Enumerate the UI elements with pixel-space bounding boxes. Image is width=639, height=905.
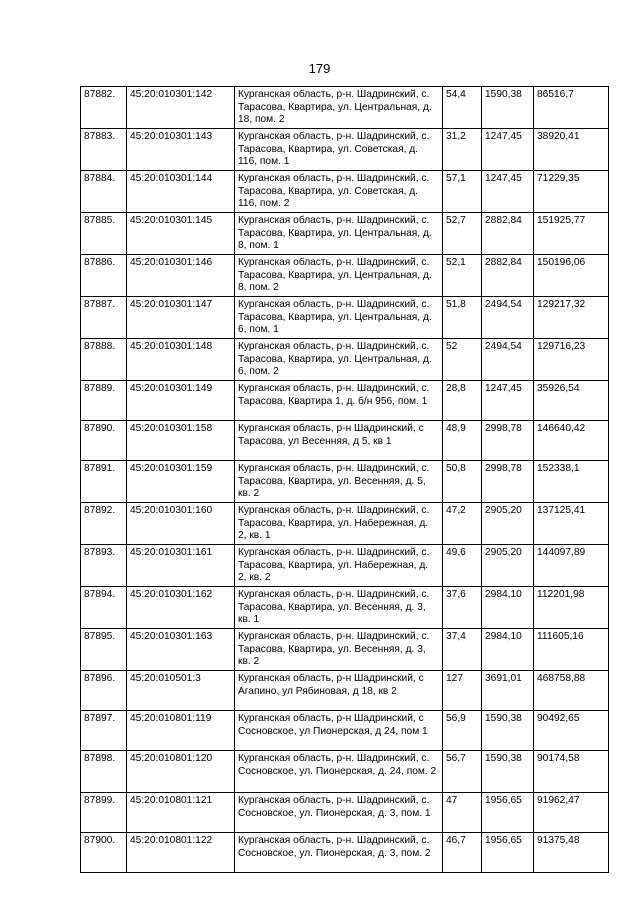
area: 31,2 [443,129,482,171]
row-number: 87891. [81,461,127,503]
row-number: 87897. [81,711,127,751]
cadastral-number: 45:20:010801:120 [127,751,235,793]
unit-price: 2494,54 [482,297,534,339]
cadastral-value: 150196,06 [534,255,609,297]
address: Курганская область, р-н. Шадринский, с. Тарасова, Квартира, ул. Весенняя, д. 3, кв. 1 [235,587,443,629]
unit-price: 1956,65 [482,833,534,873]
area: 56,9 [443,711,482,751]
area: 47 [443,793,482,833]
cadastral-number: 45:20:010301:145 [127,213,235,255]
row-number: 87882. [81,87,127,129]
address: Курганская область, р-н. Шадринский, с. Тарасова, Квартира, ул. Весенняя, д. 5, кв. 2 [235,461,443,503]
unit-price: 1590,38 [482,87,534,129]
row-number: 87899. [81,793,127,833]
cadastral-value: 112201,98 [534,587,609,629]
unit-price: 1247,45 [482,381,534,421]
cadastral-number: 45:20:010501:3 [127,671,235,711]
cadastral-number: 45:20:010301:149 [127,381,235,421]
unit-price: 2998,78 [482,461,534,503]
area: 51,8 [443,297,482,339]
address: Курганская область, р-н. Шадринский, с. Тарасова, Квартира, ул. Центральная, д. 18, пом. 2 [235,87,443,129]
area: 52,1 [443,255,482,297]
row-number: 87898. [81,751,127,793]
address: Курганская область, р-н. Шадринский, с. Тарасова, Квартира, ул. Центральная, д. 8, пом. 1 [235,213,443,255]
unit-price: 3691,01 [482,671,534,711]
cadastral-number: 45:20:010801:122 [127,833,235,873]
address: Курганская область, р-н. Шадринский, с. Тарасова, Квартира, ул. Весенняя, д. 3, кв. 2 [235,629,443,671]
cadastral-value: 86516,7 [534,87,609,129]
address: Курганская область, р-н Шадринский, с Сосновское, ул Пионерская, д 24, пом 1 [235,711,443,751]
area: 52,7 [443,213,482,255]
address: Курганская область, р-н. Шадринский, с. Сосновское, ул. Пионерская, д. 3, пом. 2 [235,833,443,873]
cadastral-value: 90492,65 [534,711,609,751]
cadastral-number: 45:20:010301:158 [127,421,235,461]
cadastral-value: 146640,42 [534,421,609,461]
cadastral-number: 45:20:010301:148 [127,339,235,381]
row-number: 87889. [81,381,127,421]
table-row [81,587,609,629]
address: Курганская область, р-н. Шадринский, с. Тарасова, Квартира, ул. Центральная, д. 6, пом. 2 [235,339,443,381]
cadastral-number: 45:20:010301:144 [127,171,235,213]
unit-price: 1247,45 [482,171,534,213]
cadastral-number: 45:20:010301:160 [127,503,235,545]
table-row [81,339,609,381]
table-row [81,711,609,751]
cadastral-number: 45:20:010301:163 [127,629,235,671]
cadastral-number: 45:20:010801:121 [127,793,235,833]
row-number: 87890. [81,421,127,461]
table-row [81,461,609,503]
area: 57,1 [443,171,482,213]
cadastral-number: 45:20:010301:146 [127,255,235,297]
table-row [81,255,609,297]
table-row [81,213,609,255]
table-row [81,671,609,711]
unit-price: 1590,38 [482,711,534,751]
address: Курганская область, р-н Шадринский, с Агапино, ул Рябиновая, д 18, кв 2 [235,671,443,711]
unit-price: 2998,78 [482,421,534,461]
unit-price: 2905,20 [482,545,534,587]
table-row [81,833,609,873]
row-number: 87884. [81,171,127,213]
cadastral-value: 90174,58 [534,751,609,793]
cadastral-value: 129217,32 [534,297,609,339]
cadastral-value: 151925,77 [534,213,609,255]
area: 48,9 [443,421,482,461]
cadastral-number: 45:20:010801:119 [127,711,235,751]
row-number: 87895. [81,629,127,671]
table-row [81,793,609,833]
table-row [81,129,609,171]
table-row [81,545,609,587]
address: Курганская область, р-н. Шадринский, с. Тарасова, Квартира 1, д. б/н 956, пом. 1 [235,381,443,421]
cadastral-number: 45:20:010301:142 [127,87,235,129]
page-number: 179 [308,61,331,76]
table-row [81,629,609,671]
unit-price: 2882,84 [482,213,534,255]
area: 127 [443,671,482,711]
address: Курганская область, р-н. Шадринский, с. Сосновское, ул. Пионерская, д. 3, пом. 1 [235,793,443,833]
unit-price: 1956,65 [482,793,534,833]
area: 37,4 [443,629,482,671]
table-row [81,87,609,129]
unit-price: 1590,38 [482,751,534,793]
area: 52 [443,339,482,381]
unit-price: 2984,10 [482,587,534,629]
table-row [81,503,609,545]
unit-price: 2494,54 [482,339,534,381]
table-row [81,751,609,793]
area: 28,8 [443,381,482,421]
cadastral-value: 468758,88 [534,671,609,711]
area: 47,2 [443,503,482,545]
cadastral-value: 152338,1 [534,461,609,503]
address: Курганская область, р-н. Шадринский, с. Тарасова, Квартира, ул. Центральная, д. 6, пом. 1 [235,297,443,339]
unit-price: 2905,20 [482,503,534,545]
row-number: 87883. [81,129,127,171]
row-number: 87886. [81,255,127,297]
area: 56,7 [443,751,482,793]
area: 50,8 [443,461,482,503]
property-registry-table [80,86,609,873]
area: 54,4 [443,87,482,129]
cadastral-value: 38920,41 [534,129,609,171]
table-row [81,171,609,213]
unit-price: 2984,10 [482,629,534,671]
cadastral-number: 45:20:010301:162 [127,587,235,629]
row-number: 87900. [81,833,127,873]
row-number: 87894. [81,587,127,629]
row-number: 87888. [81,339,127,381]
row-number: 87893. [81,545,127,587]
area: 37,6 [443,587,482,629]
cadastral-value: 91962,47 [534,793,609,833]
area: 49,6 [443,545,482,587]
area: 46,7 [443,833,482,873]
table-row [81,381,609,421]
table-row [81,421,609,461]
unit-price: 2882,84 [482,255,534,297]
cadastral-number: 45:20:010301:159 [127,461,235,503]
cadastral-value: 71229,35 [534,171,609,213]
row-number: 87887. [81,297,127,339]
row-number: 87885. [81,213,127,255]
row-number: 87892. [81,503,127,545]
row-number: 87896. [81,671,127,711]
cadastral-value: 111605,16 [534,629,609,671]
address: Курганская область, р-н. Шадринский, с. Тарасова, Квартира, ул. Центральная, д. 8, пом. 2 [235,255,443,297]
cadastral-number: 45:20:010301:147 [127,297,235,339]
address: Курганская область, р-н. Шадринский, с. Тарасова, Квартира, ул. Советская, д. 116, пом. 1 [235,129,443,171]
cadastral-value: 91375,48 [534,833,609,873]
address: Курганская область, р-н. Шадринский, с. Сосновское, ул. Пионерская, д. 24, пом. 2 [235,751,443,793]
table-row [81,297,609,339]
address: Курганская область, р-н. Шадринский, с. Тарасова, Квартира, ул. Набережная, д. 2, кв. 1 [235,503,443,545]
cadastral-value: 129716,23 [534,339,609,381]
cadastral-number: 45:20:010301:161 [127,545,235,587]
cadastral-number: 45:20:010301:143 [127,129,235,171]
cadastral-value: 137125,41 [534,503,609,545]
unit-price: 1247,45 [482,129,534,171]
address: Курганская область, р-н. Шадринский, с. Тарасова, Квартира, ул. Набережная, д. 2, кв. 2 [235,545,443,587]
address: Курганская область, р-н Шадринский, с Тарасова, ул Весенняя, д 5, кв 1 [235,421,443,461]
cadastral-value: 144097,89 [534,545,609,587]
cadastral-value: 35926,54 [534,381,609,421]
address: Курганская область, р-н. Шадринский, с. Тарасова, Квартира, ул. Советская, д. 116, пом. 2 [235,171,443,213]
